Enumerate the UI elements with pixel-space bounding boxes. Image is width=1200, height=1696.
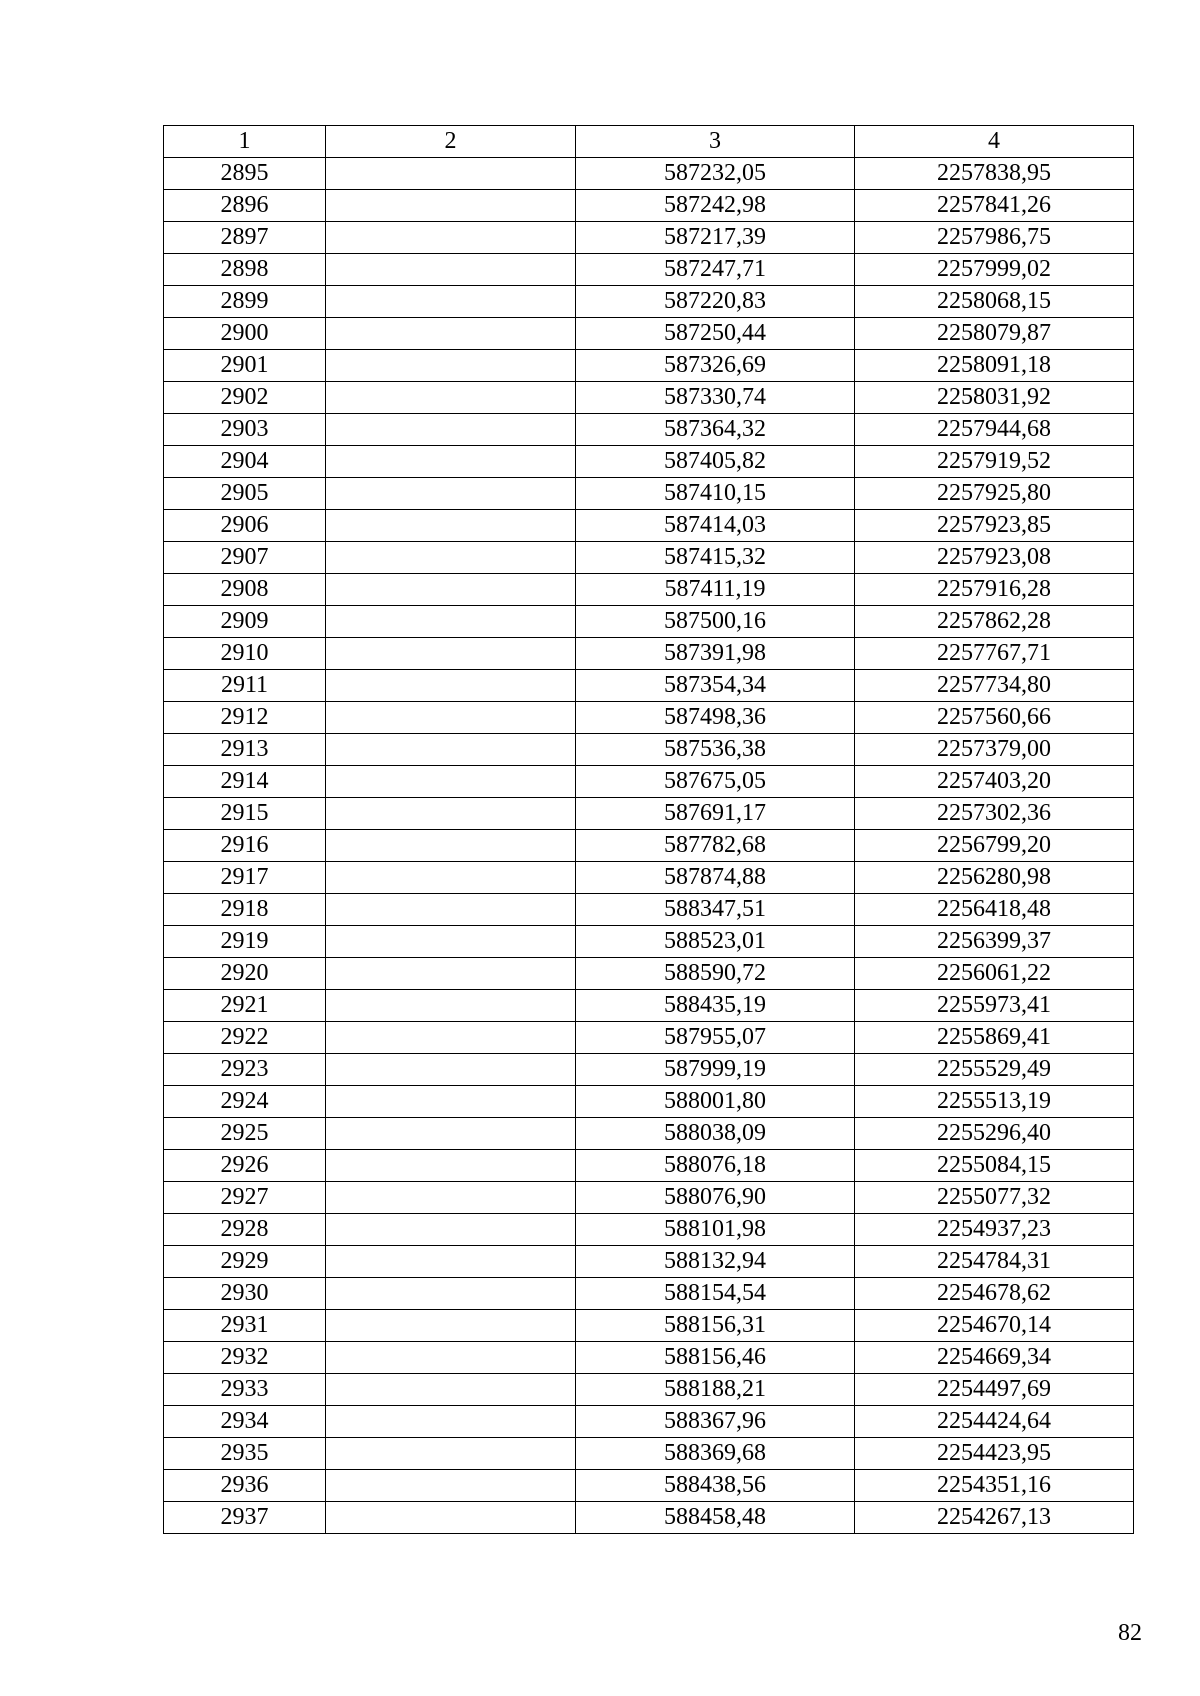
- description-cell: [326, 862, 576, 894]
- description-cell: [326, 702, 576, 734]
- y-coordinate-cell: 2257923,85: [855, 510, 1134, 542]
- y-coordinate-cell: 2257986,75: [855, 222, 1134, 254]
- y-coordinate-cell: 2257302,36: [855, 798, 1134, 830]
- point-number-cell: 2907: [164, 542, 326, 574]
- y-coordinate-cell: 2255077,32: [855, 1182, 1134, 1214]
- y-coordinate-cell: 2256399,37: [855, 926, 1134, 958]
- description-cell: [326, 350, 576, 382]
- header-row: [164, 126, 1134, 158]
- y-coordinate-cell: 2255869,41: [855, 1022, 1134, 1054]
- point-number-cell: 2902: [164, 382, 326, 414]
- point-number-cell: 2925: [164, 1118, 326, 1150]
- x-coordinate-cell: 587675,05: [576, 766, 855, 798]
- description-cell: [326, 1022, 576, 1054]
- x-coordinate-cell: 587326,69: [576, 350, 855, 382]
- table-row: [164, 1438, 1134, 1470]
- point-number-cell: 2932: [164, 1342, 326, 1374]
- table-row: [164, 766, 1134, 798]
- point-number-cell: 2908: [164, 574, 326, 606]
- description-cell: [326, 606, 576, 638]
- description-cell: [326, 1342, 576, 1374]
- description-cell: [326, 1502, 576, 1534]
- description-cell: [326, 158, 576, 190]
- y-coordinate-cell: 2257734,80: [855, 670, 1134, 702]
- y-coordinate-cell: 2257944,68: [855, 414, 1134, 446]
- description-cell: [326, 318, 576, 350]
- table-row: [164, 414, 1134, 446]
- description-cell: [326, 382, 576, 414]
- y-coordinate-cell: 2258068,15: [855, 286, 1134, 318]
- point-number-cell: 2904: [164, 446, 326, 478]
- description-cell: [326, 1246, 576, 1278]
- table-row: [164, 1278, 1134, 1310]
- x-coordinate-cell: 587691,17: [576, 798, 855, 830]
- table-row: [164, 1022, 1134, 1054]
- point-number-cell: 2935: [164, 1438, 326, 1470]
- point-number-cell: 2900: [164, 318, 326, 350]
- table-row: [164, 1150, 1134, 1182]
- table-row: [164, 734, 1134, 766]
- description-cell: [326, 1310, 576, 1342]
- table-row: [164, 478, 1134, 510]
- x-coordinate-cell: 587500,16: [576, 606, 855, 638]
- point-number-cell: 2901: [164, 350, 326, 382]
- description-cell: [326, 1086, 576, 1118]
- description-cell: [326, 254, 576, 286]
- x-coordinate-cell: 587250,44: [576, 318, 855, 350]
- table-row: [164, 798, 1134, 830]
- y-coordinate-cell: 2257403,20: [855, 766, 1134, 798]
- y-coordinate-cell: 2254267,13: [855, 1502, 1134, 1534]
- x-coordinate-cell: 587364,32: [576, 414, 855, 446]
- y-coordinate-cell: 2254669,34: [855, 1342, 1134, 1374]
- table-row: [164, 1310, 1134, 1342]
- description-cell: [326, 990, 576, 1022]
- page-number: 82: [1118, 1620, 1142, 1646]
- table-row: [164, 350, 1134, 382]
- description-cell: [326, 1150, 576, 1182]
- description-cell: [326, 286, 576, 318]
- description-cell: [326, 734, 576, 766]
- header-cell-2: 2: [326, 126, 576, 158]
- x-coordinate-cell: 587782,68: [576, 830, 855, 862]
- y-coordinate-cell: 2256061,22: [855, 958, 1134, 990]
- point-number-cell: 2903: [164, 414, 326, 446]
- y-coordinate-cell: 2257560,66: [855, 702, 1134, 734]
- table-row: [164, 382, 1134, 414]
- description-cell: [326, 1214, 576, 1246]
- y-coordinate-cell: 2254784,31: [855, 1246, 1134, 1278]
- x-coordinate-cell: 587536,38: [576, 734, 855, 766]
- point-number-cell: 2897: [164, 222, 326, 254]
- point-number-cell: 2916: [164, 830, 326, 862]
- table-row: [164, 574, 1134, 606]
- description-cell: [326, 798, 576, 830]
- description-cell: [326, 222, 576, 254]
- table-row: [164, 670, 1134, 702]
- y-coordinate-cell: 2254497,69: [855, 1374, 1134, 1406]
- y-coordinate-cell: 2254423,95: [855, 1438, 1134, 1470]
- point-number-cell: 2924: [164, 1086, 326, 1118]
- x-coordinate-cell: 587217,39: [576, 222, 855, 254]
- y-coordinate-cell: 2257925,80: [855, 478, 1134, 510]
- description-cell: [326, 1374, 576, 1406]
- table-row: [164, 286, 1134, 318]
- table-row: [164, 1470, 1134, 1502]
- table-row: [164, 1406, 1134, 1438]
- table-row: [164, 958, 1134, 990]
- x-coordinate-cell: 588076,18: [576, 1150, 855, 1182]
- x-coordinate-cell: 588101,98: [576, 1214, 855, 1246]
- point-number-cell: 2912: [164, 702, 326, 734]
- x-coordinate-cell: 588188,21: [576, 1374, 855, 1406]
- x-coordinate-cell: 587874,88: [576, 862, 855, 894]
- description-cell: [326, 1182, 576, 1214]
- description-cell: [326, 670, 576, 702]
- description-cell: [326, 830, 576, 862]
- point-number-cell: 2906: [164, 510, 326, 542]
- table-row: [164, 542, 1134, 574]
- description-cell: [326, 574, 576, 606]
- x-coordinate-cell: 587232,05: [576, 158, 855, 190]
- point-number-cell: 2915: [164, 798, 326, 830]
- table-row: [164, 510, 1134, 542]
- point-number-cell: 2931: [164, 1310, 326, 1342]
- description-cell: [326, 414, 576, 446]
- x-coordinate-cell: 587391,98: [576, 638, 855, 670]
- y-coordinate-cell: 2254670,14: [855, 1310, 1134, 1342]
- description-cell: [326, 926, 576, 958]
- x-coordinate-cell: 587410,15: [576, 478, 855, 510]
- x-coordinate-cell: 588369,68: [576, 1438, 855, 1470]
- x-coordinate-cell: 587414,03: [576, 510, 855, 542]
- y-coordinate-cell: 2255084,15: [855, 1150, 1134, 1182]
- point-number-cell: 2929: [164, 1246, 326, 1278]
- y-coordinate-cell: 2255513,19: [855, 1086, 1134, 1118]
- table-row: [164, 222, 1134, 254]
- point-number-cell: 2930: [164, 1278, 326, 1310]
- point-number-cell: 2917: [164, 862, 326, 894]
- point-number-cell: 2920: [164, 958, 326, 990]
- table-row: [164, 1214, 1134, 1246]
- point-number-cell: 2910: [164, 638, 326, 670]
- table-body: [164, 158, 1134, 1534]
- table-row: [164, 862, 1134, 894]
- table-row: [164, 1086, 1134, 1118]
- description-cell: [326, 766, 576, 798]
- point-number-cell: 2928: [164, 1214, 326, 1246]
- y-coordinate-cell: 2258031,92: [855, 382, 1134, 414]
- x-coordinate-cell: 588156,31: [576, 1310, 855, 1342]
- y-coordinate-cell: 2255296,40: [855, 1118, 1134, 1150]
- point-number-cell: 2923: [164, 1054, 326, 1086]
- y-coordinate-cell: 2257841,26: [855, 190, 1134, 222]
- table-row: [164, 1182, 1134, 1214]
- point-number-cell: 2936: [164, 1470, 326, 1502]
- point-number-cell: 2913: [164, 734, 326, 766]
- table-row: [164, 1246, 1134, 1278]
- point-number-cell: 2909: [164, 606, 326, 638]
- table-row: [164, 318, 1134, 350]
- x-coordinate-cell: 587498,36: [576, 702, 855, 734]
- x-coordinate-cell: 588438,56: [576, 1470, 855, 1502]
- x-coordinate-cell: 587999,19: [576, 1054, 855, 1086]
- x-coordinate-cell: 588001,80: [576, 1086, 855, 1118]
- table-row: [164, 1374, 1134, 1406]
- x-coordinate-cell: 588435,19: [576, 990, 855, 1022]
- y-coordinate-cell: 2257379,00: [855, 734, 1134, 766]
- x-coordinate-cell: 587411,19: [576, 574, 855, 606]
- y-coordinate-cell: 2257923,08: [855, 542, 1134, 574]
- table-row: [164, 702, 1134, 734]
- x-coordinate-cell: 587330,74: [576, 382, 855, 414]
- x-coordinate-cell: 588154,54: [576, 1278, 855, 1310]
- table-row: [164, 990, 1134, 1022]
- description-cell: [326, 638, 576, 670]
- x-coordinate-cell: 588347,51: [576, 894, 855, 926]
- point-number-cell: 2899: [164, 286, 326, 318]
- y-coordinate-cell: 2256418,48: [855, 894, 1134, 926]
- x-coordinate-cell: 587354,34: [576, 670, 855, 702]
- x-coordinate-cell: 587955,07: [576, 1022, 855, 1054]
- y-coordinate-cell: 2257919,52: [855, 446, 1134, 478]
- point-number-cell: 2922: [164, 1022, 326, 1054]
- x-coordinate-cell: 587405,82: [576, 446, 855, 478]
- y-coordinate-cell: 2257999,02: [855, 254, 1134, 286]
- x-coordinate-cell: 588132,94: [576, 1246, 855, 1278]
- y-coordinate-cell: 2257838,95: [855, 158, 1134, 190]
- header-cell-3: 3: [576, 126, 855, 158]
- point-number-cell: 2934: [164, 1406, 326, 1438]
- y-coordinate-cell: 2254351,16: [855, 1470, 1134, 1502]
- x-coordinate-cell: 588523,01: [576, 926, 855, 958]
- point-number-cell: 2919: [164, 926, 326, 958]
- y-coordinate-cell: 2258079,87: [855, 318, 1134, 350]
- x-coordinate-cell: 588458,48: [576, 1502, 855, 1534]
- table-row: [164, 606, 1134, 638]
- coordinates-table: [163, 125, 1134, 1534]
- point-number-cell: 2937: [164, 1502, 326, 1534]
- point-number-cell: 2911: [164, 670, 326, 702]
- y-coordinate-cell: 2256280,98: [855, 862, 1134, 894]
- description-cell: [326, 1054, 576, 1086]
- y-coordinate-cell: 2254424,64: [855, 1406, 1134, 1438]
- table-row: [164, 446, 1134, 478]
- table-row: [164, 1502, 1134, 1534]
- y-coordinate-cell: 2257916,28: [855, 574, 1134, 606]
- table-row: [164, 894, 1134, 926]
- table-row: [164, 1342, 1134, 1374]
- point-number-cell: 2896: [164, 190, 326, 222]
- y-coordinate-cell: 2258091,18: [855, 350, 1134, 382]
- header-cell-1: 1: [164, 126, 326, 158]
- point-number-cell: 2921: [164, 990, 326, 1022]
- point-number-cell: 2914: [164, 766, 326, 798]
- y-coordinate-cell: 2257767,71: [855, 638, 1134, 670]
- description-cell: [326, 1470, 576, 1502]
- x-coordinate-cell: 588038,09: [576, 1118, 855, 1150]
- y-coordinate-cell: 2255529,49: [855, 1054, 1134, 1086]
- y-coordinate-cell: 2254678,62: [855, 1278, 1134, 1310]
- x-coordinate-cell: 587242,98: [576, 190, 855, 222]
- table-row: [164, 830, 1134, 862]
- description-cell: [326, 446, 576, 478]
- y-coordinate-cell: 2255973,41: [855, 990, 1134, 1022]
- table-row: [164, 254, 1134, 286]
- table-row: [164, 1054, 1134, 1086]
- point-number-cell: 2905: [164, 478, 326, 510]
- point-number-cell: 2895: [164, 158, 326, 190]
- x-coordinate-cell: 587220,83: [576, 286, 855, 318]
- point-number-cell: 2933: [164, 1374, 326, 1406]
- x-coordinate-cell: 588367,96: [576, 1406, 855, 1438]
- point-number-cell: 2927: [164, 1182, 326, 1214]
- x-coordinate-cell: 588076,90: [576, 1182, 855, 1214]
- header-cell-4: 4: [855, 126, 1134, 158]
- table-header: [164, 126, 1134, 158]
- description-cell: [326, 1118, 576, 1150]
- y-coordinate-cell: 2256799,20: [855, 830, 1134, 862]
- y-coordinate-cell: 2257862,28: [855, 606, 1134, 638]
- table-row: [164, 190, 1134, 222]
- description-cell: [326, 1406, 576, 1438]
- x-coordinate-cell: 588156,46: [576, 1342, 855, 1374]
- description-cell: [326, 1438, 576, 1470]
- table-row: [164, 926, 1134, 958]
- point-number-cell: 2918: [164, 894, 326, 926]
- table-row: [164, 158, 1134, 190]
- description-cell: [326, 190, 576, 222]
- x-coordinate-cell: 587415,32: [576, 542, 855, 574]
- description-cell: [326, 1278, 576, 1310]
- description-cell: [326, 478, 576, 510]
- x-coordinate-cell: 587247,71: [576, 254, 855, 286]
- description-cell: [326, 510, 576, 542]
- point-number-cell: 2898: [164, 254, 326, 286]
- y-coordinate-cell: 2254937,23: [855, 1214, 1134, 1246]
- table-row: [164, 638, 1134, 670]
- description-cell: [326, 894, 576, 926]
- description-cell: [326, 542, 576, 574]
- point-number-cell: 2926: [164, 1150, 326, 1182]
- description-cell: [326, 958, 576, 990]
- x-coordinate-cell: 588590,72: [576, 958, 855, 990]
- table-row: [164, 1118, 1134, 1150]
